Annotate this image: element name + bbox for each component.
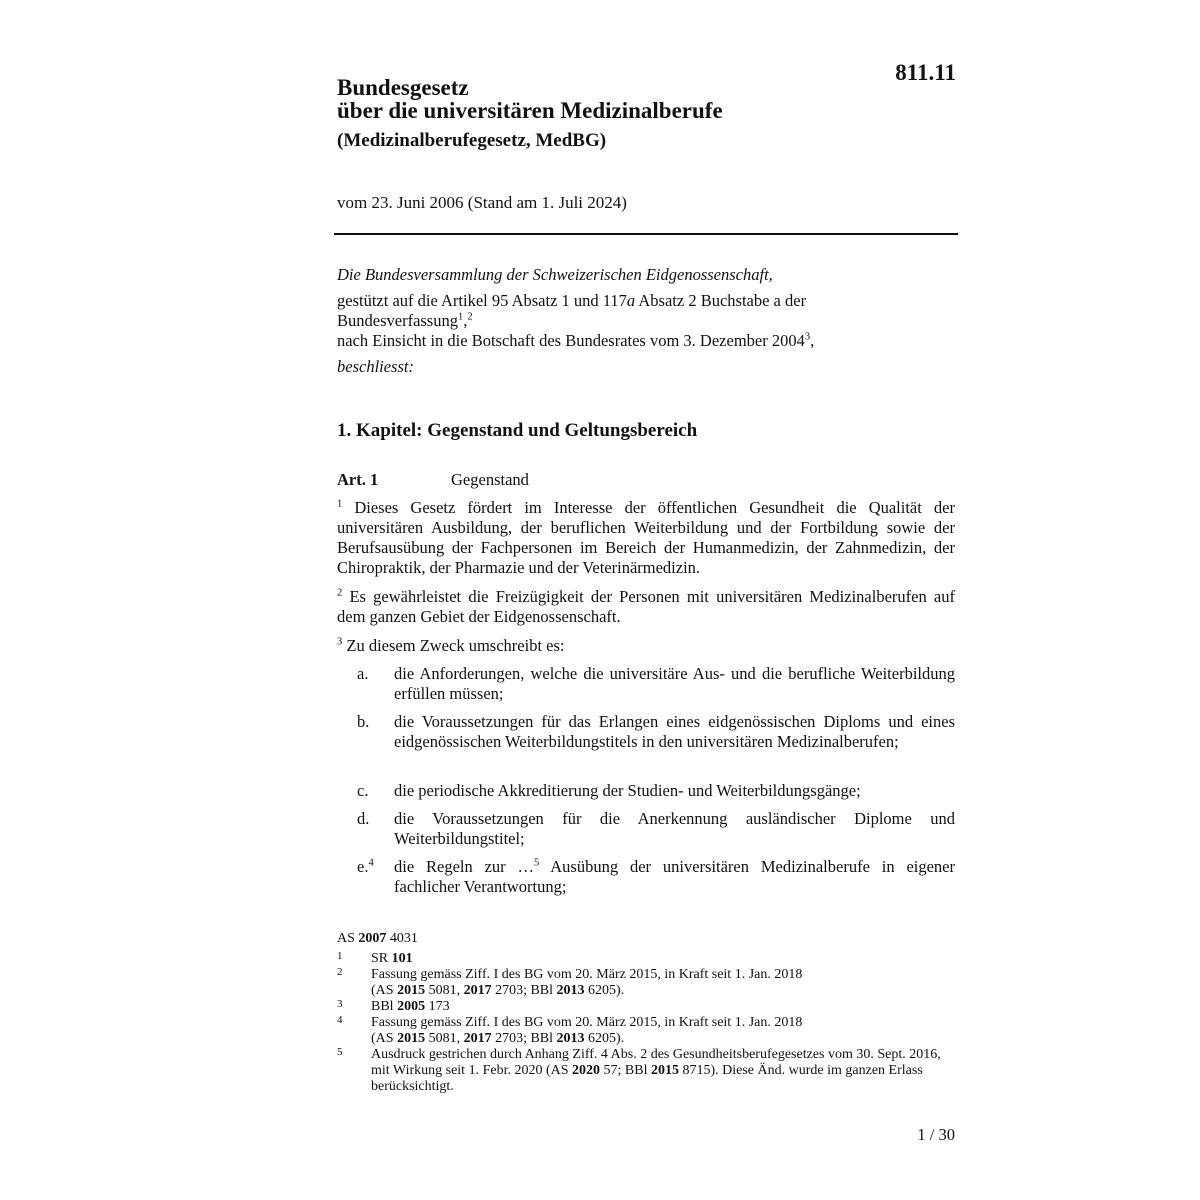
preamble-line2-italic: a	[626, 291, 636, 310]
footnote-text	[371, 1047, 953, 1095]
footnote-text	[371, 951, 961, 967]
paragraph-number: 2	[337, 587, 343, 599]
preamble-line3-text: Bundesverfassung	[337, 311, 458, 330]
preamble-line2-text-end: Absatz 2 Buchstabe a der	[635, 291, 807, 310]
fn-seg: 2703; BBl	[491, 1031, 557, 1046]
article-title: Gegenstand	[451, 470, 529, 489]
preamble-line2	[337, 291, 806, 311]
paragraph-text: Es gewährleistet die Freizügigkeit der Personen mit universitären Medizinalberufen auf dem ganzen Gebiet der Eidgenossenschaft.	[337, 587, 955, 626]
chapter-title: 1. Kapitel: Gegenstand und Geltungsbereich	[337, 420, 698, 441]
preamble-line1: Die Bundesversammlung der Schweizerischen Eidgenossenschaft,	[337, 265, 773, 284]
as-page: 4031	[386, 931, 418, 946]
fn-seg: 2703; BBl	[491, 983, 557, 998]
footnote-text	[371, 999, 961, 1015]
footnote-ref[interactable]: 2	[467, 311, 473, 323]
law-title-line2: über die universitären Medizinalberufe	[337, 98, 723, 123]
fn-seg: (AS	[371, 983, 398, 998]
fn-seg: 5081,	[425, 983, 464, 998]
preamble-line2-text: gestützt auf die Artikel 95 Absatz 1 und 117	[337, 291, 627, 310]
separator: ,	[463, 311, 468, 330]
footnote-text	[371, 1015, 961, 1047]
article-paragraph	[337, 498, 955, 578]
fn-seg: (AS	[371, 1031, 398, 1046]
list-text-end: Ausübung der universitären Medizinalberufe in eigener fachlicher Verantwortung;	[394, 857, 955, 896]
preamble-line5: beschliesst:	[337, 357, 414, 376]
article-paragraph	[337, 587, 955, 627]
fn-seg-bold: 2015	[650, 1063, 679, 1078]
fn-seg-bold: 2005	[397, 999, 426, 1014]
fn-seg: Ausdruck gestrichen durch Anhang Ziff. 4 Abs. 2 des Gesundheitsberufegesetzes vom 30. Sept. 2016, mit Wirkung seit 1. Febr. 2020 (AS	[371, 1047, 941, 1078]
fn-seg-bold: 2015	[397, 1031, 426, 1046]
fn-seg: 6205).	[584, 1031, 625, 1046]
article-paragraph	[337, 636, 955, 656]
preamble-line4-text: nach Einsicht in die Botschaft des Bundesrates vom 3. Dezember 2004	[337, 331, 805, 350]
footnote-number: 3	[337, 998, 343, 1010]
footnote-ref[interactable]: 5	[534, 857, 540, 869]
article-number: Art. 1	[337, 470, 379, 489]
footnote-number: 4	[337, 1014, 343, 1026]
page-number: 1 / 30	[917, 1125, 955, 1144]
fn-seg: 8715). Diese Änd. wurde im ganzen Erlass berücksichtigt.	[371, 1063, 923, 1094]
footnote-ref[interactable]: 1	[457, 311, 464, 323]
header-divider	[334, 233, 958, 235]
fn-seg-bold: 2017	[463, 1031, 492, 1046]
fn-seg: 173	[425, 999, 450, 1014]
fn-seg: SR	[371, 951, 392, 966]
paragraph-number: 1	[337, 498, 343, 510]
as-year: 2007	[358, 931, 387, 946]
fn-seg-bold: 2020	[572, 1063, 601, 1078]
list-letter: c.	[357, 781, 369, 800]
list-text: die periodische Akkreditierung der Studien- und Weiterbildungsgänge;	[394, 781, 861, 800]
fn-seg: Fassung gemäss Ziff. I des BG vom 20. März 2015, in Kraft seit 1. Jan. 2018	[371, 967, 803, 982]
sr-number: 811.11	[895, 60, 956, 85]
list-text: die Anforderungen, welche die universitäre Aus- und die berufliche Weiterbildung erfüllen müssen;	[394, 664, 955, 703]
fn-seg-bold: 2013	[556, 983, 585, 998]
fn-seg: Fassung gemäss Ziff. I des BG vom 20. März 2015, in Kraft seit 1. Jan. 2018	[371, 1015, 803, 1030]
list-letter	[357, 857, 374, 877]
list-text-start: die Regeln zur …	[394, 857, 535, 876]
as-reference	[337, 931, 418, 947]
law-short-title: (Medizinalberufegesetz, MedBG)	[337, 130, 607, 151]
list-text: die Voraussetzungen für das Erlangen eines eidgenössischen Diploms und eines eidgenössischen Weiterbildungstitels in den universitären Medizinalberufen;	[394, 712, 955, 751]
footnote-text	[371, 967, 961, 999]
fn-seg-bold: 2015	[397, 983, 426, 998]
footnote-ref[interactable]: 4	[368, 857, 374, 869]
paragraph-text: Zu diesem Zweck umschreibt es:	[342, 636, 565, 655]
law-title-line1: Bundesgesetz	[337, 75, 469, 100]
preamble-line3	[337, 311, 473, 331]
footnote-number: 1	[337, 950, 343, 962]
fn-seg: 57; BBl	[600, 1063, 651, 1078]
fn-seg-bold: 101	[391, 951, 413, 966]
list-letter: b.	[357, 712, 370, 731]
date-line: vom 23. Juni 2006 (Stand am 1. Juli 2024)	[337, 193, 627, 212]
fn-seg-bold: 2013	[556, 1031, 585, 1046]
list-text: die Voraussetzungen für die Anerkennung ausländischer Diplome und Weiterbildungstitel;	[394, 809, 955, 848]
paragraph-number: 3	[337, 636, 343, 648]
list-letter: a.	[357, 664, 369, 683]
list-letter: d.	[357, 809, 370, 828]
preamble-line4	[337, 331, 814, 351]
list-text	[394, 857, 955, 897]
fn-seg: 6205).	[584, 983, 625, 998]
paragraph-text: Dieses Gesetz fördert im Interesse der öffentlichen Gesundheit die Qualität der universitären Ausbildung, der beruflichen Weiterbildung und der Fortbildung sowie der Berufsausübung der Fachpersonen im Bereich der Humanmedizin, der Zahnmedizin, der Chiropraktik, der Pharmazie und der Veterinärmedizin.	[337, 498, 955, 577]
footnote-number: 5	[337, 1046, 343, 1058]
list-letter-text: e.	[357, 857, 369, 876]
footnote-ref[interactable]: 3	[804, 331, 811, 343]
fn-seg: BBl	[371, 999, 398, 1014]
separator: ,	[810, 331, 815, 350]
fn-seg: 5081,	[425, 1031, 464, 1046]
footnote-number: 2	[337, 966, 343, 978]
as-prefix: AS	[337, 931, 359, 946]
fn-seg-bold: 2017	[463, 983, 492, 998]
